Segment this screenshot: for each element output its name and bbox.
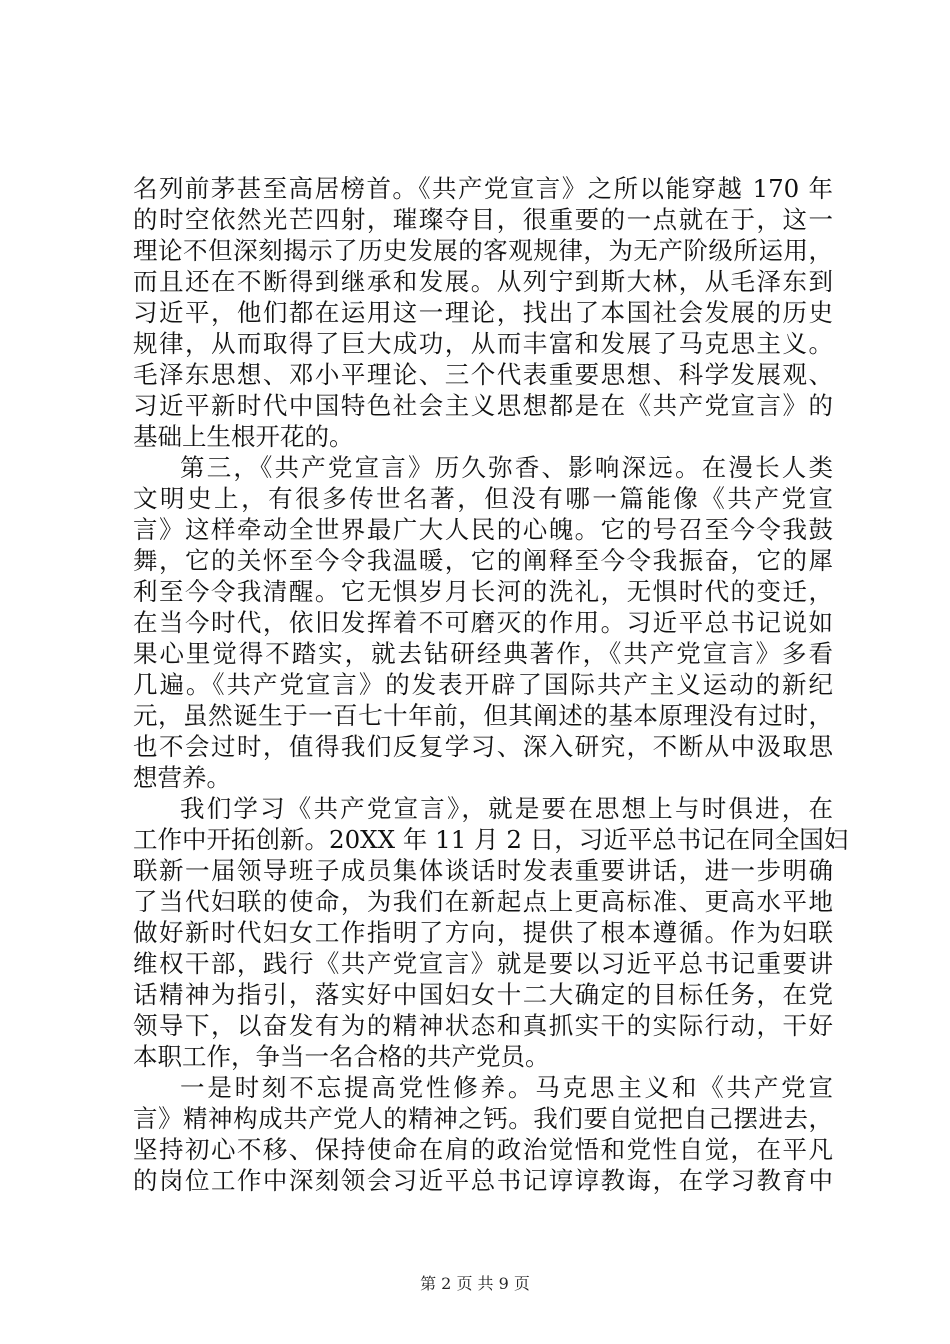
text-line: 舞，它的关怀至今令我温暖，它的阐释至今令我振奋，它的犀: [133, 546, 833, 575]
text-line: 本职工作，争当一名合格的共产党员。: [133, 1042, 550, 1071]
text-line: 习近平新时代中国特色社会主义思想都是在《共产党宣言》的: [133, 391, 833, 420]
text-line: 言》这样牵动全世界最广大人民的心魄。它的号召至今令我鼓: [133, 515, 833, 544]
text-line: 了当代妇联的使命，为我们在新起点上更高标准、更高水平地: [133, 887, 833, 916]
text-line: 在当今时代，依旧发挥着不可磨灭的作用。习近平总书记说如: [133, 608, 833, 637]
text-line: 联新一届领导班子成员集体谈话时发表重要讲话，进一步明确: [133, 856, 833, 885]
paragraph-start-line: 第三，《共产党宣言》历久弥香、影响深远。在漫长人类: [180, 453, 833, 482]
text-line: 也不会过时，值得我们反复学习、深入研究，不断从中汲取思: [133, 732, 833, 761]
text-line: 毛泽东思想、邓小平理论、三个代表重要思想、科学发展观、: [133, 360, 833, 389]
text-line: 几遍。《共产党宣言》的发表开辟了国际共产主义运动的新纪: [133, 670, 833, 699]
text-line: 的岗位工作中深刻领会习近平总书记谆谆教诲，在学习教育中: [133, 1166, 833, 1195]
text-line: 想营养。: [133, 763, 231, 792]
text-line: 言》精神构成共产党人的精神之钙。我们要自觉把自己摆进去，: [133, 1104, 833, 1133]
text-line: 果心里觉得不踏实，就去钻研经典著作，《共产党宣言》多看: [133, 639, 833, 668]
text-line: 话精神为指引，落实好中国妇女十二大确定的目标任务，在党: [133, 980, 833, 1009]
text-line: 领导下，以奋发有为的精神状态和真抓实干的实际行动，干好: [133, 1011, 833, 1040]
text-line: 工作中开拓创新。20XX 年 11 月 2 日，习近平总书记在同全国妇: [133, 825, 849, 854]
text-line: 元，虽然诞生于一百七十年前，但其阐述的基本原理没有过时，: [133, 701, 833, 730]
text-line: 利至今令我清醒。它无惧岁月长河的洗礼，无惧时代的变迁，: [133, 577, 833, 606]
paragraph-start-line: 我们学习《共产党宣言》，就是要在思想上与时俱进，在: [180, 794, 833, 823]
text-line: 规律，从而取得了巨大成功，从而丰富和发展了马克思主义。: [133, 329, 833, 358]
text-line: 而且还在不断得到继承和发展。从列宁到斯大林，从毛泽东到: [133, 267, 833, 296]
text-line: 理论不但深刻揭示了历史发展的客观规律，为无产阶级所运用，: [133, 236, 833, 265]
text-line: 习近平，他们都在运用这一理论，找出了本国社会发展的历史: [133, 298, 833, 327]
text-line: 文明史上，有很多传世名著，但没有哪一篇能像《共产党宣: [133, 484, 833, 513]
page-number-footer: 第 2 页 共 9 页: [420, 1274, 530, 1293]
text-line: 名列前茅甚至高居榜首。《共产党宣言》之所以能穿越 170 年: [133, 174, 833, 203]
text-line: 做好新时代妇女工作指明了方向，提供了根本遵循。作为妇联: [133, 918, 833, 947]
text-line: 维权干部，践行《共产党宣言》就是要以习近平总书记重要讲: [133, 949, 833, 978]
text-line: 基础上生根开花的。: [133, 422, 354, 451]
text-line: 的时空依然光芒四射，璀璨夺目，很重要的一点就在于，这一: [133, 205, 833, 234]
text-line: 坚持初心不移、保持使命在肩的政治觉悟和党性自觉，在平凡: [133, 1135, 833, 1164]
paragraph-start-line: 一是时刻不忘提高党性修养。马克思主义和《共产党宣: [180, 1073, 833, 1102]
